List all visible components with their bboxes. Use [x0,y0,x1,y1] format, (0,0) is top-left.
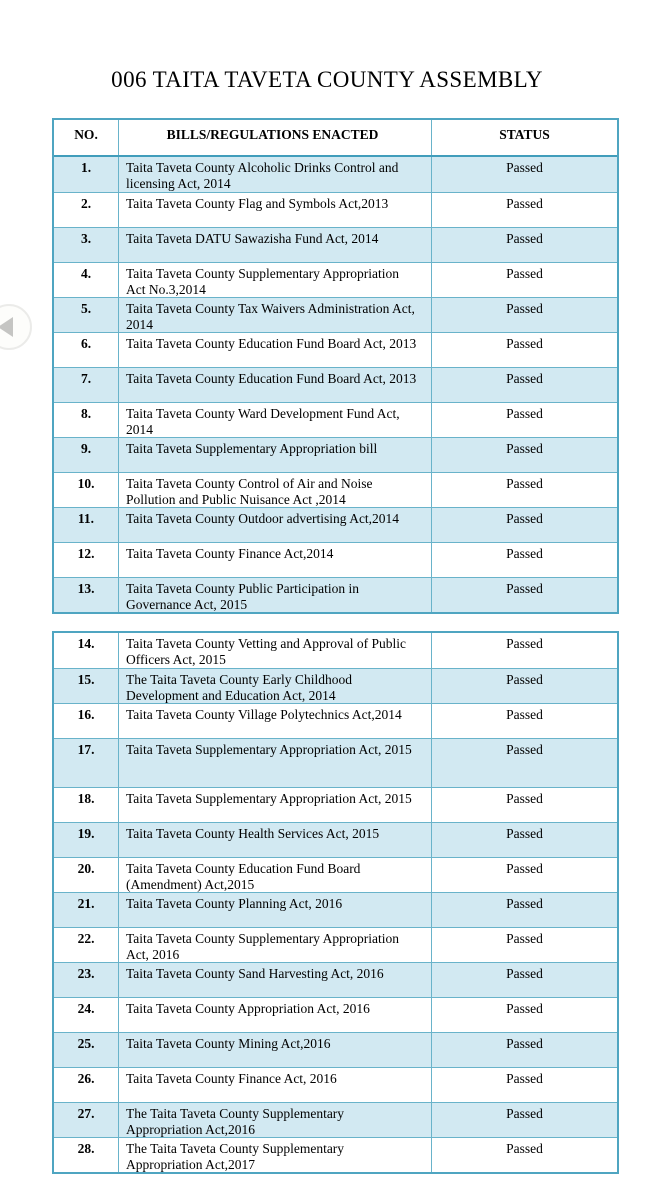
table-row [54,1067,617,1102]
row-number: 16. [54,704,119,738]
bill-title: Taita Taveta County Sand Harvesting Act, 2016 [119,963,432,997]
table-row [54,297,617,332]
status-value: Passed [506,511,543,526]
bill-title: Taita Taveta County Flag and Symbols Act,2013 [119,193,432,227]
status-value: Passed [506,441,543,456]
bill-title: Taita Taveta DATU Sawazisha Fund Act, 2014 [119,228,432,262]
bill-title: Taita Taveta County Supplementary Appropriation Act No.3,2014 [119,263,432,297]
table-row [54,577,617,612]
row-number: 5. [54,298,119,332]
status-value: Passed [506,966,543,981]
table-row [54,997,617,1032]
row-number: 12. [54,543,119,577]
header-no: NO. [54,120,119,155]
bill-title: Taita Taveta County Supplementary Appropriation Act, 2016 [119,928,432,962]
table-row [54,962,617,997]
bill-title: Taita Taveta County Alcoholic Drinks Control and licensing Act, 2014 [119,157,432,192]
table-row [54,262,617,297]
bill-title: Taita Taveta County Vetting and Approval of Public Officers Act, 2015 [119,633,432,668]
row-number: 7. [54,368,119,402]
table-row [54,402,617,437]
bill-title: Taita Taveta County Control of Air and Noise Pollution and Public Nuisance Act ,2014 [119,473,432,507]
status-value: Passed [506,371,543,386]
table-row [54,738,617,787]
row-number: 19. [54,823,119,857]
table-row [54,437,617,472]
bill-title: Taita Taveta County Planning Act, 2016 [119,893,432,927]
status-value: Passed [506,1106,543,1121]
row-number: 8. [54,403,119,437]
row-number: 3. [54,228,119,262]
status-value: Passed [506,1071,543,1086]
status-value: Passed [506,742,543,757]
bill-title: The Taita Taveta County Supplementary Appropriation Act,2017 [119,1138,432,1172]
table-row [54,1137,617,1172]
bills-table-page-2 [52,631,619,1174]
row-number: 2. [54,193,119,227]
table-row [54,668,617,703]
row-number: 4. [54,263,119,297]
bill-title: Taita Taveta County Outdoor advertising Act,2014 [119,508,432,542]
table-row [54,472,617,507]
row-number: 22. [54,928,119,962]
bill-title: Taita Taveta Supplementary Appropriation bill [119,438,432,472]
status-value: Passed [506,196,543,211]
status-value: Passed [506,931,543,946]
bills-table-page-1 [52,118,619,614]
status-value: Passed [506,672,543,687]
table-row [54,227,617,262]
bill-title: Taita Taveta County Finance Act,2014 [119,543,432,577]
bill-title: Taita Taveta County Education Fund Board Act, 2013 [119,333,432,367]
row-number: 24. [54,998,119,1032]
table-row [54,892,617,927]
table-row [54,542,617,577]
table-row [54,157,617,192]
row-number: 26. [54,1068,119,1102]
table-row [54,332,617,367]
bill-title: Taita Taveta County Education Fund Board Act, 2013 [119,368,432,402]
row-number: 23. [54,963,119,997]
status-value: Passed [506,896,543,911]
bill-title: Taita Taveta County Appropriation Act, 2016 [119,998,432,1032]
status-value: Passed [506,861,543,876]
status-value: Passed [506,1141,543,1156]
row-number: 15. [54,669,119,703]
row-number: 28. [54,1138,119,1172]
bill-title: Taita Taveta Supplementary Appropriation Act, 2015 [119,788,432,822]
table-row [54,367,617,402]
bill-title: Taita Taveta County Ward Development Fund Act, 2014 [119,403,432,437]
status-value: Passed [506,1001,543,1016]
row-number: 11. [54,508,119,542]
chevron-left-icon [0,317,13,337]
status-value: Passed [506,160,543,175]
table-row [54,927,617,962]
table-row [54,1102,617,1137]
table-row [54,703,617,738]
table-body [54,157,617,612]
status-value: Passed [506,707,543,722]
status-value: Passed [506,476,543,491]
status-value: Passed [506,266,543,281]
bill-title: Taita Taveta County Education Fund Board (Amendment) Act,2015 [119,858,432,892]
status-value: Passed [506,826,543,841]
status-value: Passed [506,231,543,246]
page-title: 006 TAITA TAVETA COUNTY ASSEMBLY [111,67,543,93]
table-row [54,192,617,227]
row-number: 21. [54,893,119,927]
bill-title: The Taita Taveta County Early Childhood Development and Education Act, 2014 [119,669,432,703]
table-row [54,633,617,668]
header-status: STATUS [499,127,550,142]
status-value: Passed [506,636,543,651]
prev-page-button[interactable] [0,304,32,350]
row-number: 10. [54,473,119,507]
status-value: Passed [506,301,543,316]
status-value: Passed [506,406,543,421]
row-number: 25. [54,1033,119,1067]
status-value: Passed [506,581,543,596]
bill-title: Taita Taveta County Health Services Act, 2015 [119,823,432,857]
row-number: 6. [54,333,119,367]
header-bills: BILLS/REGULATIONS ENACTED [119,120,432,155]
table-row [54,787,617,822]
table-row [54,1032,617,1067]
row-number: 1. [54,157,119,192]
bill-title: Taita Taveta Supplementary Appropriation Act, 2015 [119,739,432,787]
row-number: 13. [54,578,119,612]
row-number: 14. [54,633,119,668]
table-header-row [54,120,617,157]
table-row [54,507,617,542]
status-value: Passed [506,336,543,351]
status-value: Passed [506,791,543,806]
row-number: 18. [54,788,119,822]
bill-title: Taita Taveta County Public Participation in Governance Act, 2015 [119,578,432,612]
table-row [54,822,617,857]
row-number: 9. [54,438,119,472]
bill-title: Taita Taveta County Village Polytechnics Act,2014 [119,704,432,738]
status-value: Passed [506,1036,543,1051]
bill-title: The Taita Taveta County Supplementary Appropriation Act,2016 [119,1103,432,1137]
table-row [54,857,617,892]
status-value: Passed [506,546,543,561]
bill-title: Taita Taveta County Tax Waivers Administration Act, 2014 [119,298,432,332]
row-number: 17. [54,739,119,787]
bill-title: Taita Taveta County Finance Act, 2016 [119,1068,432,1102]
bill-title: Taita Taveta County Mining Act,2016 [119,1033,432,1067]
row-number: 20. [54,858,119,892]
table-body [54,633,617,1172]
row-number: 27. [54,1103,119,1137]
